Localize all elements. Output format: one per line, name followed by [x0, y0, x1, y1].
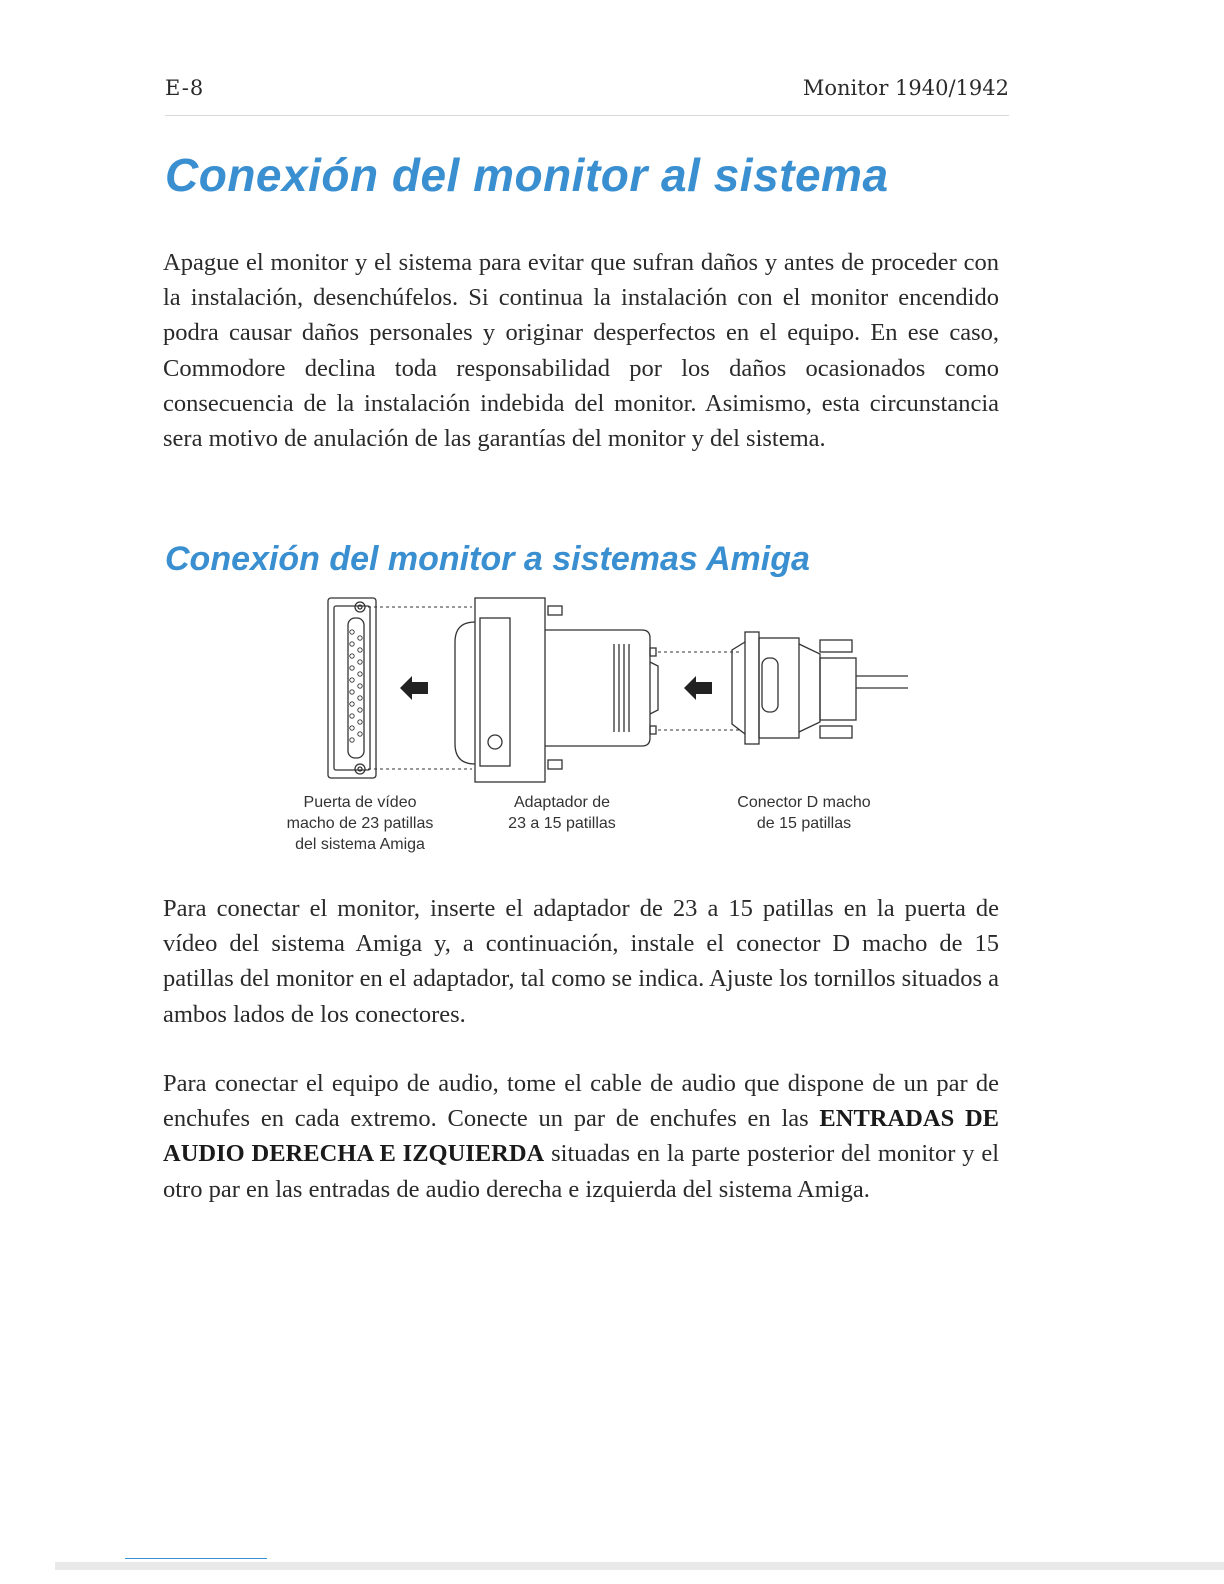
caption-line: del sistema Amiga [295, 836, 425, 853]
caption-line: de 15 patillas [756, 815, 852, 832]
caption-line: macho de 23 patillas [286, 815, 434, 832]
intro-paragraph: Apague el monitor y el sistema para evitar que sufran daños y antes de proceder con la instalación, desenchúfelos. Si continua la instalación con el monitor encendido podra causar daños personales y originar desperfectos en el equipo. En ese caso, Commodore declina toda responsabilidad por los daños ocasionados como consecuencia de la instalación indebida del monitor. Asimismo, esta circunstancia sera motivo de anulación de las garantías del monitor y del sistema. [163, 249, 999, 453]
adapter-illustration [455, 598, 658, 782]
header-rule [165, 115, 1009, 116]
connector-diagram [320, 592, 920, 784]
audio-text-before: Para conectar el equipo de audio, tome el cable de audio que dispone de un par de enchufes en cada extremo. Conecte un par de enchufes en las [163, 1070, 999, 1133]
caption-line: Conector D macho [737, 794, 871, 811]
audio-text-after: situadas en la parte posterior del monitor y el otro par en las entradas de audio derecha e izquierda del sistema Amiga. [163, 1140, 999, 1203]
scan-edge [55, 1562, 1224, 1570]
section-title: Conexión del monitor al sistema [165, 149, 889, 201]
d-connector-illustration [732, 632, 908, 744]
video-connection-paragraph: Para conectar el monitor, inserte el adaptador de 23 a 15 patillas en la puerta de vídeo del sistema Amiga y, a continuación, instale el conector D macho de 15 patillas del monitor en el adaptador, tal como se indica. Ajuste los tornillos situados a ambos lados de los conectores. [163, 895, 999, 1028]
caption-adapter [470, 792, 654, 834]
insert-arrow-icons [400, 676, 712, 700]
audio-connection-paragraph [163, 1066, 999, 1207]
caption-line: Puerta de vídeo [303, 794, 417, 811]
page-number: E-8 [165, 76, 205, 100]
caption-connector [694, 792, 914, 834]
running-title: Monitor 1940/1942 [802, 76, 1009, 100]
subsection-title: Conexión del monitor a sistemas Amiga [165, 540, 810, 578]
caption-line: Adaptador de [513, 794, 611, 811]
caption-video-port [250, 792, 470, 855]
footer-rule [125, 1558, 267, 1559]
caption-line: 23 a 15 patillas [508, 815, 616, 832]
audio-inputs-emphasis: ENTRADAS DE AUDIO DERECHA E IZQUIERDA [163, 1105, 999, 1168]
video-port-illustration [328, 598, 376, 778]
